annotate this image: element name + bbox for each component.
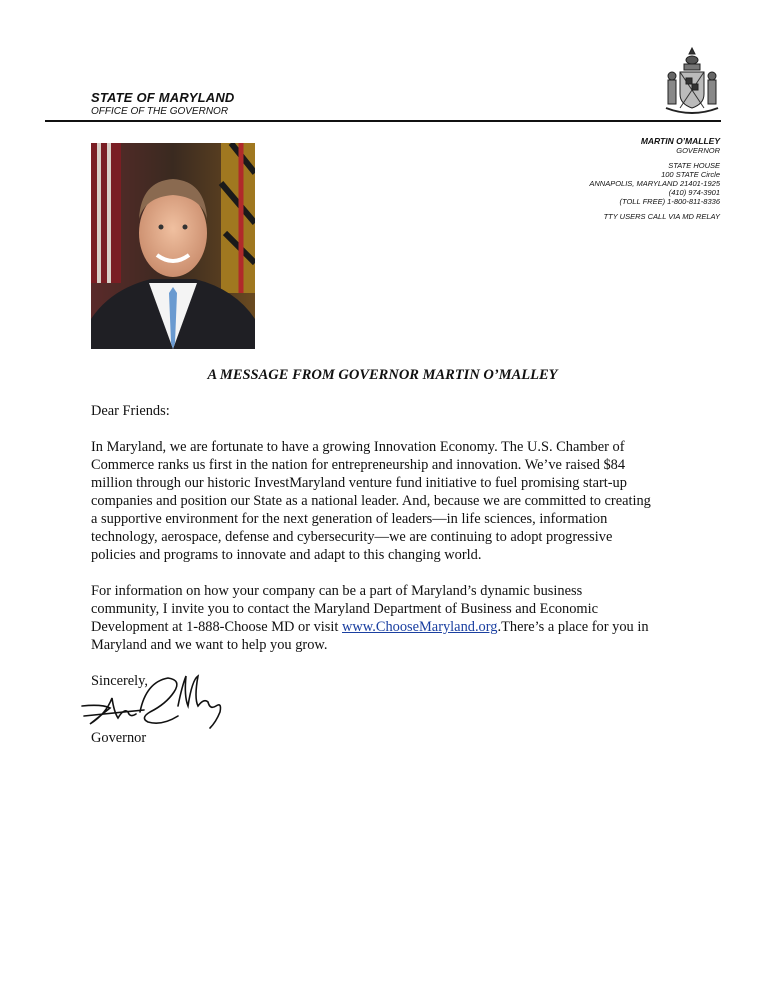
letter-greeting: Dear Friends: bbox=[91, 403, 170, 419]
letter-closing: Sincerely, bbox=[91, 673, 149, 689]
letterhead-title: STATE OF MARYLAND bbox=[91, 90, 235, 105]
contact-address-line2: 100 STATE Circle bbox=[661, 170, 720, 179]
handwritten-signature bbox=[80, 672, 230, 734]
letter-paragraph-2 bbox=[91, 582, 651, 654]
state-seal-icon bbox=[662, 46, 722, 116]
choose-maryland-link[interactable]: www.ChooseMaryland.org bbox=[342, 619, 498, 635]
letterhead-subtitle: OFFICE OF THE GOVERNOR bbox=[91, 106, 229, 117]
governor-contact-block bbox=[589, 137, 720, 221]
contact-address-line3: ANNAPOLIS, MARYLAND 21401-1925 bbox=[589, 179, 720, 188]
contact-toll-free: (TOLL FREE) 1-800-811-8336 bbox=[619, 197, 720, 206]
contact-phone: (410) 974-3901 bbox=[668, 188, 720, 197]
letter-body bbox=[91, 402, 651, 690]
contact-tty: TTY USERS CALL VIA MD RELAY bbox=[603, 212, 720, 221]
governor-portrait-photo bbox=[91, 143, 255, 349]
header-divider bbox=[45, 120, 721, 122]
contact-role: GOVERNOR bbox=[676, 146, 720, 155]
paragraph-2-text-end: .There’s a place for you in Maryland and we want to help you grow. bbox=[91, 619, 649, 653]
paragraph-2-text: For information on how your company can be a part of Maryland’s dynamic business community, I invite you to contact the Maryland Department of Business and Economic Development at 1-888-Choose MD or visit bbox=[91, 583, 599, 635]
contact-address-line1: STATE HOUSE bbox=[668, 161, 720, 170]
letter-signoff: Governor bbox=[91, 730, 147, 746]
letter-paragraph-1: In Maryland, we are fortunate to have a growing Innovation Economy. The U.S. Chamber of Commerce ranks us first in the nation for entrepreneurship and innovation. We’ve raised $84 million through our historic InvestMaryland venture fund initiative to fuel promising start-up companies and position our State as a national leader. And, because we are committed to creating a supportive environment for the next generation of leaders—in life sciences, information technology, aerospace, defense and cybersecurity—we are continuing to adopt progressive policies and programs to innovate and adapt to this changing world. bbox=[91, 439, 651, 563]
contact-name: MARTIN O’MALLEY bbox=[640, 136, 720, 146]
message-title: A MESSAGE FROM GOVERNOR MARTIN O’MALLEY bbox=[207, 367, 558, 383]
